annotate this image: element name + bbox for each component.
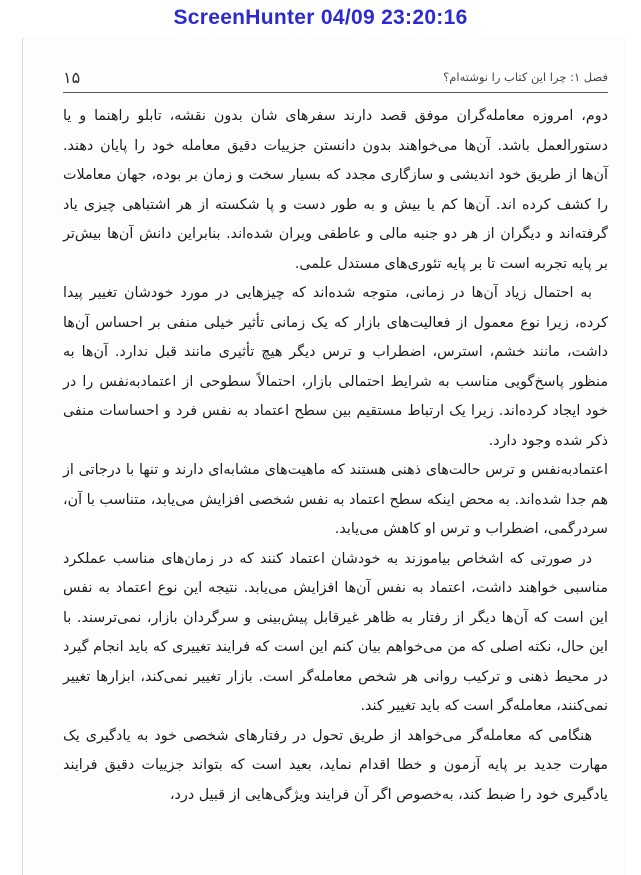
paragraph: به احتمال زیاد آن‌ها در زمانی، متوجه شده‌اند که چیزهایی در مورد خودشان تغییر پیدا کرده، زیرا نوع معمول از فعالیت‌های بازار که یک زمانی تأثیر خیلی منفی بر احساس آن‌ها داشت، مانند خشم، استرس، اضطراب و ترس دیگر هیچ تأثیری مانند قبل ندارد. آن‌ها به منظور پاسخ‌گویی مناسب به شرایط احتمالی بازار، احتمالاً سطوحی از اعتمادبه‌نفس را در خود ایجاد کرده‌اند. زیرا یک ارتباط مستقیم بین سطح اعتماد به نفس فرد و احساسات منفی ذکر شده وجود دارد. <box>63 285 608 449</box>
running-head <box>63 68 608 98</box>
paragraph: دوم، امروزه معامله‌گران موفق قصد دارند سفرهای شان بدون نقشه، تابلو راهنما و یا دستورالعمل باشد. آن‌ها می‌خواهند بدون دانستن جزییات دقیق معامله خود را پایان دهند. آن‌ها از طریق خود اندیشی و سازگاری مجدد که بسیار سخت و زمان بر بوده، جهان معاملات را کشف کرده اند. آن‌ها کم یا بیش و به طور دست و پا شکسته از هر اشتباهی چیزی یاد گرفته‌اند و دیگران از هر دو جنبه مالی و عاطفی ویران شده‌اند. بنابراین دانش آن‌ها بیش‌تر بر پایه تجربه است تا بر پایه تئوری‌های مستدل علمی. <box>63 108 608 272</box>
page-number: ۱۵ <box>63 68 81 87</box>
paragraph: اعتمادبه‌نفس و ترس حالت‌های ذهنی هستند که ماهیت‌های مشابه‌ای دارند و تنها با درجاتی از هم جدا شده‌اند. به محض اینکه سطح اعتماد به نفس شخصی افزایش می‌یابد، متناسب با آن، سردرگمی، اضطراب و ترس او کاهش می‌یابد. <box>63 462 608 537</box>
paragraph: هنگامی که معامله‌گر می‌خواهد از طریق تحول در رفتارهای شخصی خود به یادگیری یک مهارت جدید بر پایه آزمون و خطا اقدام نماید، بعید است که بتواند جزییات دقیق فرایند یادگیری خود را ضبط کند، به‌خصوص اگر آن فرایند ویژگی‌هایی از قبیل درد، <box>63 727 608 803</box>
chapter-title: فصل ۱: چرا این کتاب را نوشته‌ام؟ <box>443 70 608 84</box>
header-divider <box>63 92 608 93</box>
screenshot-timestamp-banner: ScreenHunter 04/09 23:20:16 <box>173 6 468 29</box>
book-page <box>22 38 626 875</box>
paragraph: در صورتی که اشخاص بیاموزند به خودشان اعتماد کنند که در زمان‌های مناسب عملکرد مناسبی خواهند داشت، اعتماد به نفس آن‌ها افزایش می‌یابد. نتیجه این نوع اعتماد به نفس این است که آن‌ها دیگر از رفتار به ظاهر غیرقابل پیش‌بینی و سرگردان بازار، نمی‌ترسند. با این حال، نکته اصلی که من می‌خواهم بیان کنم این است که فرایند تغییری که باید انجام گیرد در محیط ذهنی و ترکیب روانی هر شخص معامله‌گر است. بازار تغییر نمی‌کند، ابزارها تغییر نمی‌کنند، معامله‌گر است که باید تغییر کند. <box>63 550 608 714</box>
body-text <box>63 102 608 810</box>
